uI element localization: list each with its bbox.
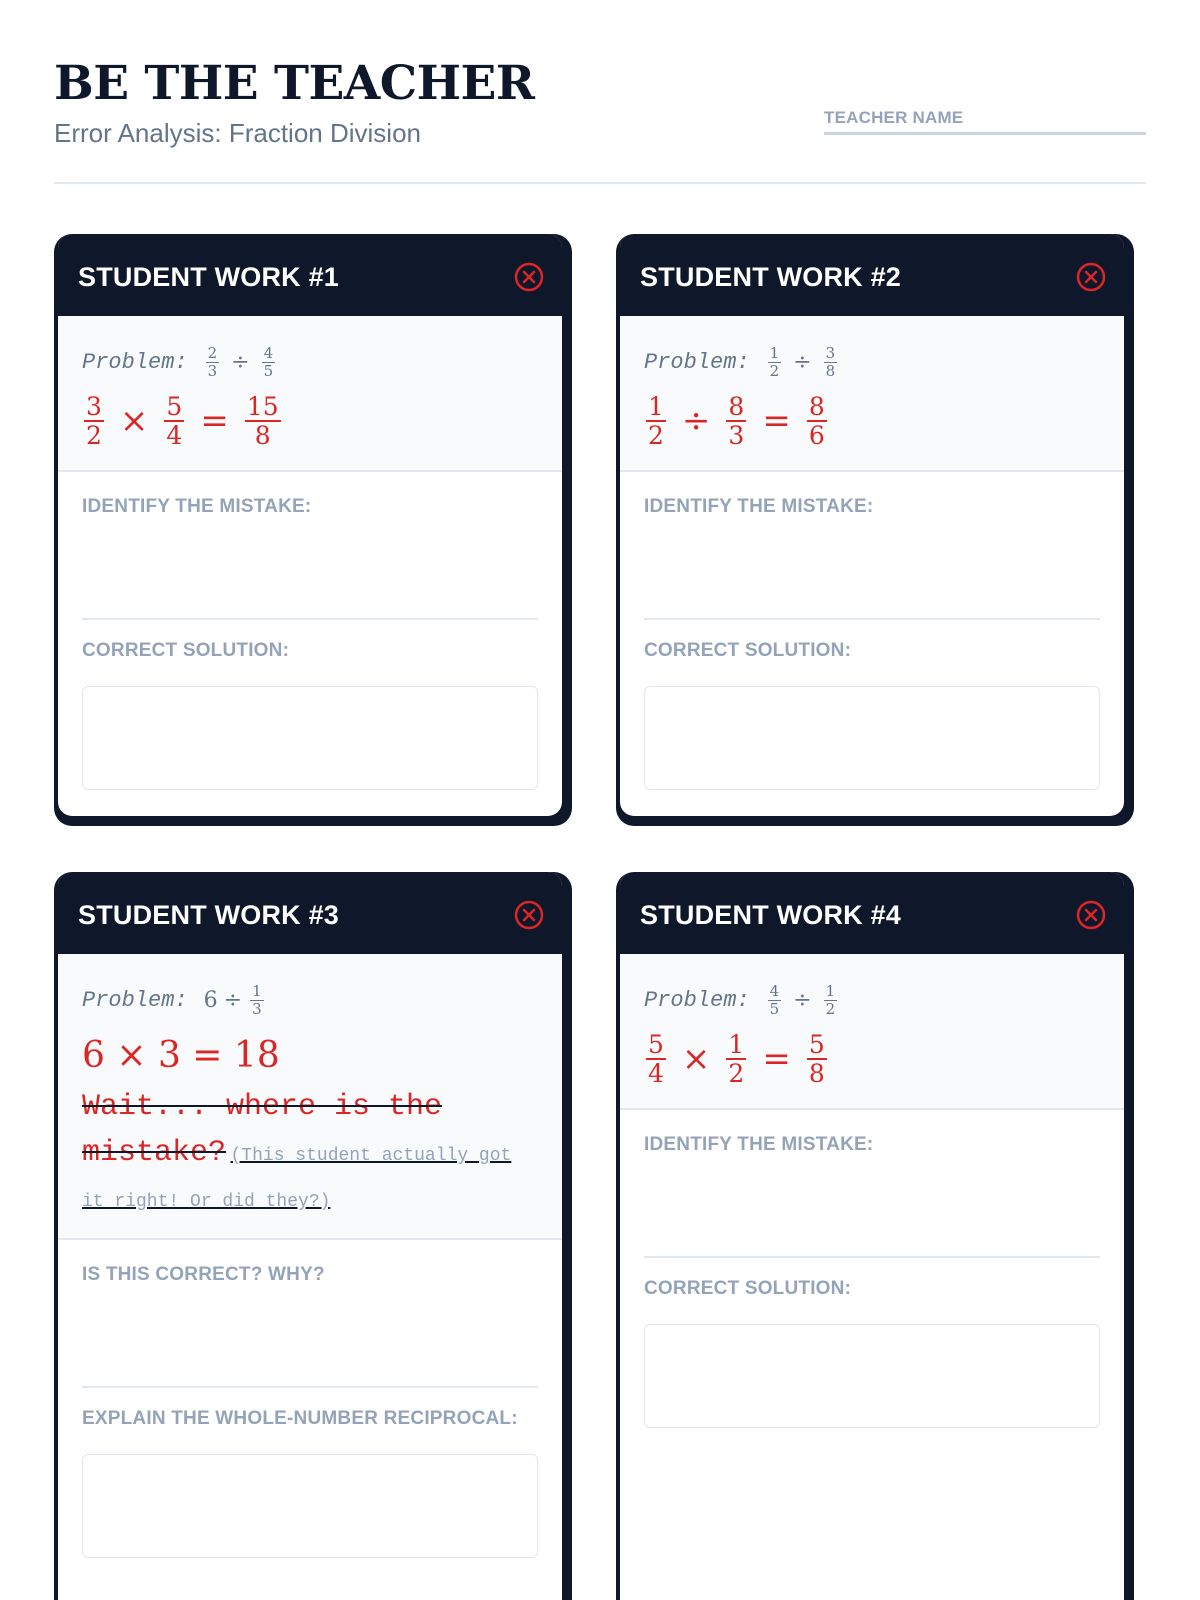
card-title: STUDENT WORK #3 [78, 900, 340, 930]
correct-solution-label: CORRECT SOLUTION: [644, 640, 852, 661]
solution-box[interactable] [82, 1454, 538, 1558]
is-correct-label: IS THIS CORRECT? WHY? [82, 1264, 325, 1285]
card-title: STUDENT WORK #4 [640, 900, 902, 930]
close-circle-icon[interactable] [1076, 262, 1106, 292]
problem-expression: $\frac{2}{3}$ ÷ $\frac{4}{5}$ [207, 343, 274, 380]
problem-label: Problem: [644, 349, 750, 375]
solution-box[interactable] [644, 1324, 1100, 1428]
writing-line[interactable] [82, 618, 538, 620]
identify-mistake-label: IDENTIFY THE MISTAKE: [82, 496, 312, 517]
student-work-area [620, 954, 1124, 1110]
student-work-area [58, 316, 562, 472]
card-title: STUDENT WORK #1 [78, 262, 340, 292]
fraction: $\frac{1}{2}$ [825, 981, 836, 1018]
problem-expression: $\frac{4}{5}$ ÷ $\frac{1}{2}$ [769, 981, 836, 1018]
fraction: $\frac{8}{3}$ [728, 392, 745, 450]
problem-statement [644, 342, 1100, 382]
fraction: $\frac{1}{2}$ [769, 343, 780, 380]
fraction: $\frac{15}{8}$ [246, 392, 279, 450]
identify-mistake-label: IDENTIFY THE MISTAKE: [644, 496, 874, 517]
worksheet-header [54, 52, 1146, 184]
student-work-card-3 [54, 872, 572, 1600]
writing-line[interactable] [644, 1256, 1100, 1258]
close-circle-icon[interactable] [514, 900, 544, 930]
student-work-card-1 [54, 234, 572, 826]
student-answer: $\frac{5}{4}$ × $\frac{1}{2}$ = $\frac{5}{8}$ [648, 1030, 825, 1088]
solution-box[interactable] [82, 686, 538, 790]
card-header [620, 234, 1124, 316]
writing-line[interactable] [644, 618, 1100, 620]
fraction: $\frac{8}{6}$ [808, 392, 825, 450]
page-subtitle: Error Analysis: Fraction Division [54, 118, 421, 148]
problem-label: Problem: [82, 349, 188, 375]
student-work-area [58, 954, 562, 1240]
fraction: $\frac{5}{4}$ [648, 1030, 664, 1088]
correct-solution-label: CORRECT SOLUTION: [644, 1278, 852, 1299]
fraction: $\frac{4}{5}$ [263, 343, 274, 380]
problem-expression: 6 ÷ $\frac{1}{3}$ [203, 981, 262, 1018]
fraction: $\frac{3}{8}$ [825, 343, 836, 380]
fraction: $\frac{5}{8}$ [808, 1030, 825, 1088]
writing-line[interactable] [82, 1386, 538, 1388]
student-answer: $\frac{1}{2}$ ÷ $\frac{8}{3}$ = $\frac{8}{6}$ [648, 392, 825, 450]
student-work-card-4 [616, 872, 1134, 1600]
fraction: $\frac{5}{4}$ [166, 392, 183, 450]
student-work-area [620, 316, 1124, 472]
close-circle-icon[interactable] [1076, 900, 1106, 930]
problem-statement [82, 342, 538, 382]
page-title: BE THE TEACHER [54, 56, 535, 111]
fraction: $\frac{1}{2}$ [728, 1030, 745, 1088]
student-answer: 6 × 3 = 18 [82, 1034, 280, 1076]
student-answer: $\frac{3}{2}$ × $\frac{5}{4}$ = $\frac{15}{8}$ [86, 392, 279, 450]
card-header [58, 234, 562, 316]
problem-label: Problem: [82, 987, 188, 1013]
fraction: $\frac{1}{2}$ [648, 392, 664, 450]
problem-label: Problem: [644, 987, 750, 1013]
fraction: $\frac{4}{5}$ [769, 981, 780, 1018]
problem-expression: $\frac{1}{2}$ ÷ $\frac{3}{8}$ [769, 343, 836, 380]
fraction: $\frac{2}{3}$ [207, 343, 218, 380]
close-circle-icon[interactable] [514, 262, 544, 292]
fraction: $\frac{3}{2}$ [86, 392, 102, 450]
identify-mistake-label: IDENTIFY THE MISTAKE: [644, 1134, 874, 1155]
card-header [620, 872, 1124, 954]
teacher-name-field[interactable]: TEACHER NAME [824, 108, 1146, 135]
crossed-out-note: Wait... where is the mistake? [82, 1090, 443, 1170]
solution-box[interactable] [644, 686, 1100, 790]
student-work-card-2 [616, 234, 1134, 826]
aside-note: (This student actually got it right! Or did they?) [82, 1146, 512, 1212]
card-header [58, 872, 562, 954]
card-title: STUDENT WORK #2 [640, 262, 902, 292]
fraction: $\frac{1}{3}$ [252, 981, 262, 1018]
explain-reciprocal-label: EXPLAIN THE WHOLE-NUMBER RECIPROCAL: [82, 1408, 518, 1429]
problem-statement [644, 980, 1100, 1020]
correct-solution-label: CORRECT SOLUTION: [82, 640, 290, 661]
problem-statement [82, 980, 538, 1020]
